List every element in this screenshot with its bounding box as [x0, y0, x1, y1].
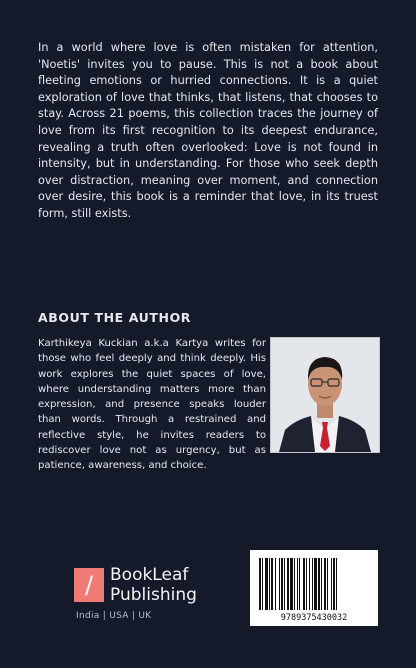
barcode-bar	[284, 558, 285, 610]
barcode-bar	[287, 558, 289, 610]
about-author-heading: ABOUT THE AUTHOR	[38, 310, 192, 325]
barcode-bar	[312, 558, 313, 610]
barcode-bar	[269, 558, 270, 610]
barcode-icon	[258, 558, 370, 610]
publisher-subtitle: Publishing	[110, 585, 197, 605]
back-cover-blurb: In a world where love is often mistaken for attention, 'Noetis' invites you to pause. This is not a book about fleeting emotions or hurried connections. It is a quiet exploration of love that thinks, that listens, that chooses to stay. Across 21 poems, this collection traces the journey of love from its first recognition to its deepest endurance, revealing a truth often overlooked: Love is not found in intensity, but in understanding. For those who seek depth over distraction, meaning over moment, and connection over desire, this book is a reminder that love, in its truest form, still exists.	[38, 41, 378, 220]
barcode-bar	[336, 558, 337, 610]
publisher-name: BookLeaf	[110, 565, 189, 585]
barcode-bar	[333, 558, 335, 610]
barcode-bar	[294, 558, 295, 610]
isbn-number: 9789375430032	[280, 613, 348, 623]
barcode-bar	[275, 558, 276, 610]
bookleaf-logo-icon: /	[74, 568, 104, 602]
barcode-bar	[262, 558, 263, 610]
isbn-barcode	[250, 550, 378, 626]
barcode-bar	[324, 558, 326, 610]
barcode-bar	[279, 558, 280, 610]
barcode-bar	[265, 558, 268, 610]
barcode-bar	[331, 558, 332, 610]
barcode-bar	[297, 558, 298, 610]
barcode-bar	[314, 558, 317, 610]
publisher-regions: India | USA | UK	[76, 611, 152, 621]
barcode-bar	[318, 558, 320, 610]
barcode-bar	[299, 558, 300, 610]
barcode-bar	[327, 558, 328, 610]
author-bio: Karthikeya Kuckian a.k.a Kartya writes for those who feel deeply and think deeply. His work explores the quiet spaces of love, where understanding matters more than expression, and presence speaks louder than words. Through a restrained and reflective style, he invites readers to rediscover love not as urgency, but as patience, awareness, and choice.	[38, 338, 266, 472]
barcode-bar	[271, 558, 273, 610]
barcode-bar	[321, 558, 322, 610]
barcode-bar	[281, 558, 283, 610]
barcode-bar	[306, 558, 307, 610]
author-photo	[270, 337, 380, 453]
barcode-bar	[303, 558, 305, 610]
barcode-bar	[259, 558, 261, 610]
barcode-bar	[309, 558, 310, 610]
barcode-bar	[290, 558, 293, 610]
